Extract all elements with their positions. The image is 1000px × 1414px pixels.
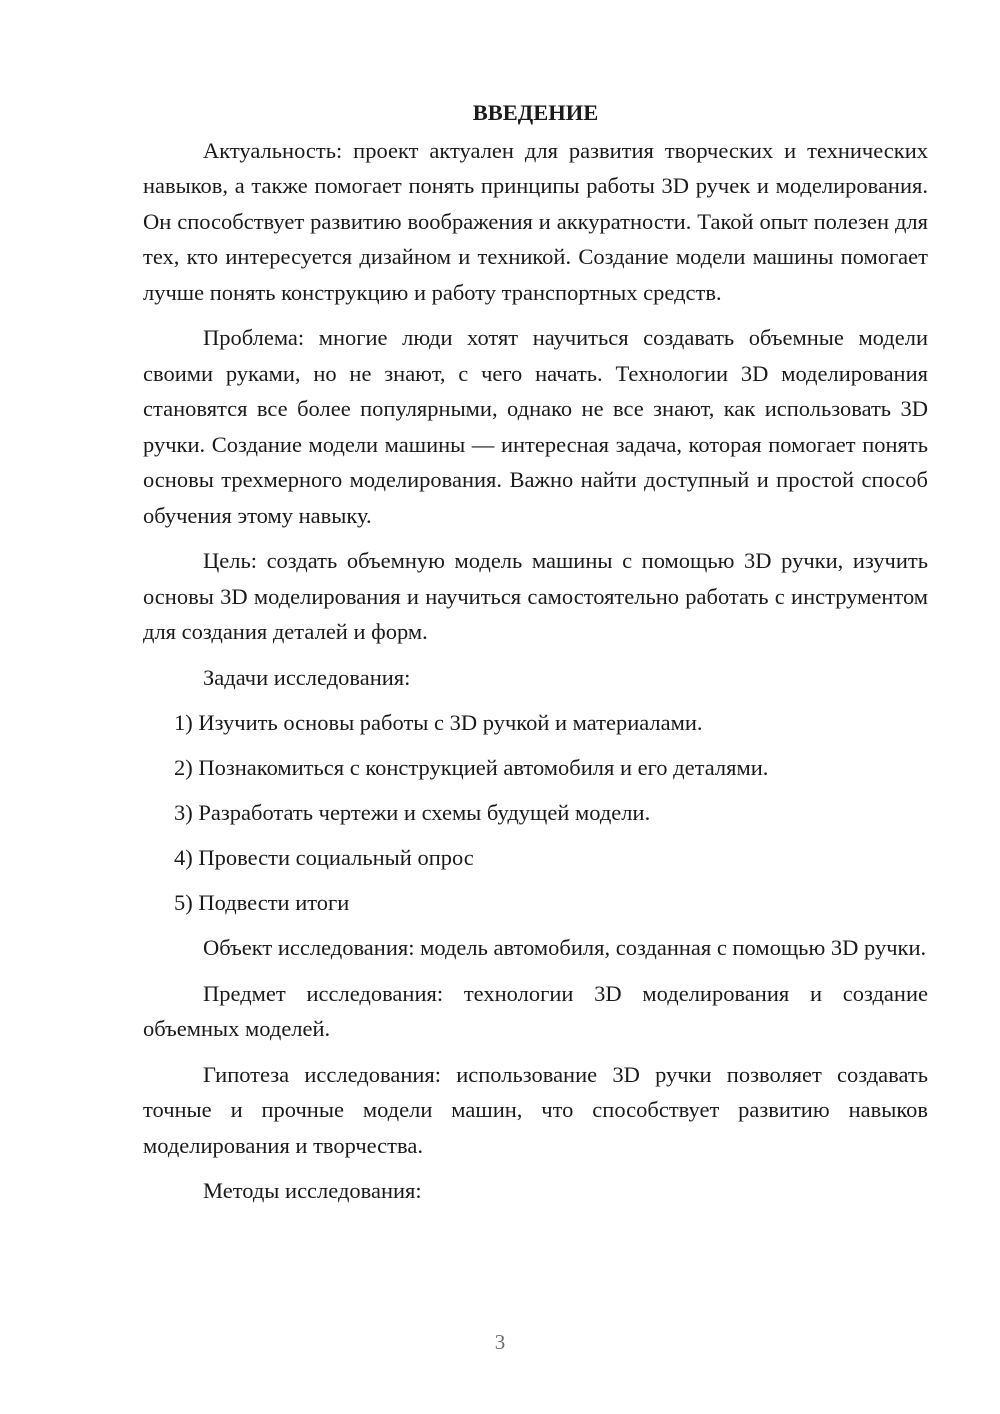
task-item: 5) Подвести итоги: [174, 890, 350, 915]
page-title: ВВЕДЕНИЕ: [472, 100, 599, 125]
tasks-list: [143, 705, 928, 921]
page-number: 3: [494, 1330, 506, 1354]
object-paragraph: Объект исследования: модель автомобиля, созданная с помощью 3D ручки.: [203, 935, 927, 960]
hypothesis-paragraph: Гипотеза исследования: использование 3D ручки позволяет создавать точные и прочные модели машин, что способствует развитию навыков моделирования и творчества.: [143, 1061, 928, 1158]
methods-heading: Методы исследования:: [203, 1178, 422, 1203]
tasks-heading: Задачи исследования:: [203, 664, 411, 690]
goal-paragraph: Цель: создать объемную модель машины с помощью 3D ручки, изучить основы 3D моделирования и научиться самостоятельно работать с инструментом для создания деталей и форм.: [143, 548, 928, 644]
page-content: [143, 95, 928, 1219]
relevance-paragraph: Актуальность: проект актуален для развития творческих и технических навыков, а также помогает понять принципы работы 3D ручек и моделирования. Он способствует развитию воображения и аккуратности. Такой опыт полезен для тех, кто интересуется дизайном и техникой. Создание модели машины помогает лучше понять конструкцию и работу транспортных средств.: [143, 137, 928, 305]
task-item: 1) Изучить основы работы с 3D ручкой и материалами.: [174, 710, 703, 735]
problem-paragraph: Проблема: многие люди хотят научиться создавать объемные модели своими руками, но не знают, с чего начать. Технологии 3D моделирования становятся все более популярными, однако не все знают, как использовать 3D ручки. Создание модели машины — интересная задача, которая помогает понять основы трехмерного моделирования. Важно найти доступный и простой способ обучения этому навыку.: [143, 325, 928, 528]
task-item: 2) Познакомиться с конструкцией автомобиля и его деталями.: [174, 755, 769, 780]
task-item: 3) Разработать чертежи и схемы будущей модели.: [174, 800, 651, 825]
task-item: 4) Провести социальный опрос: [174, 845, 474, 870]
subject-paragraph: Предмет исследования: технологии 3D моделирования и создание объемных моделей.: [143, 980, 928, 1041]
